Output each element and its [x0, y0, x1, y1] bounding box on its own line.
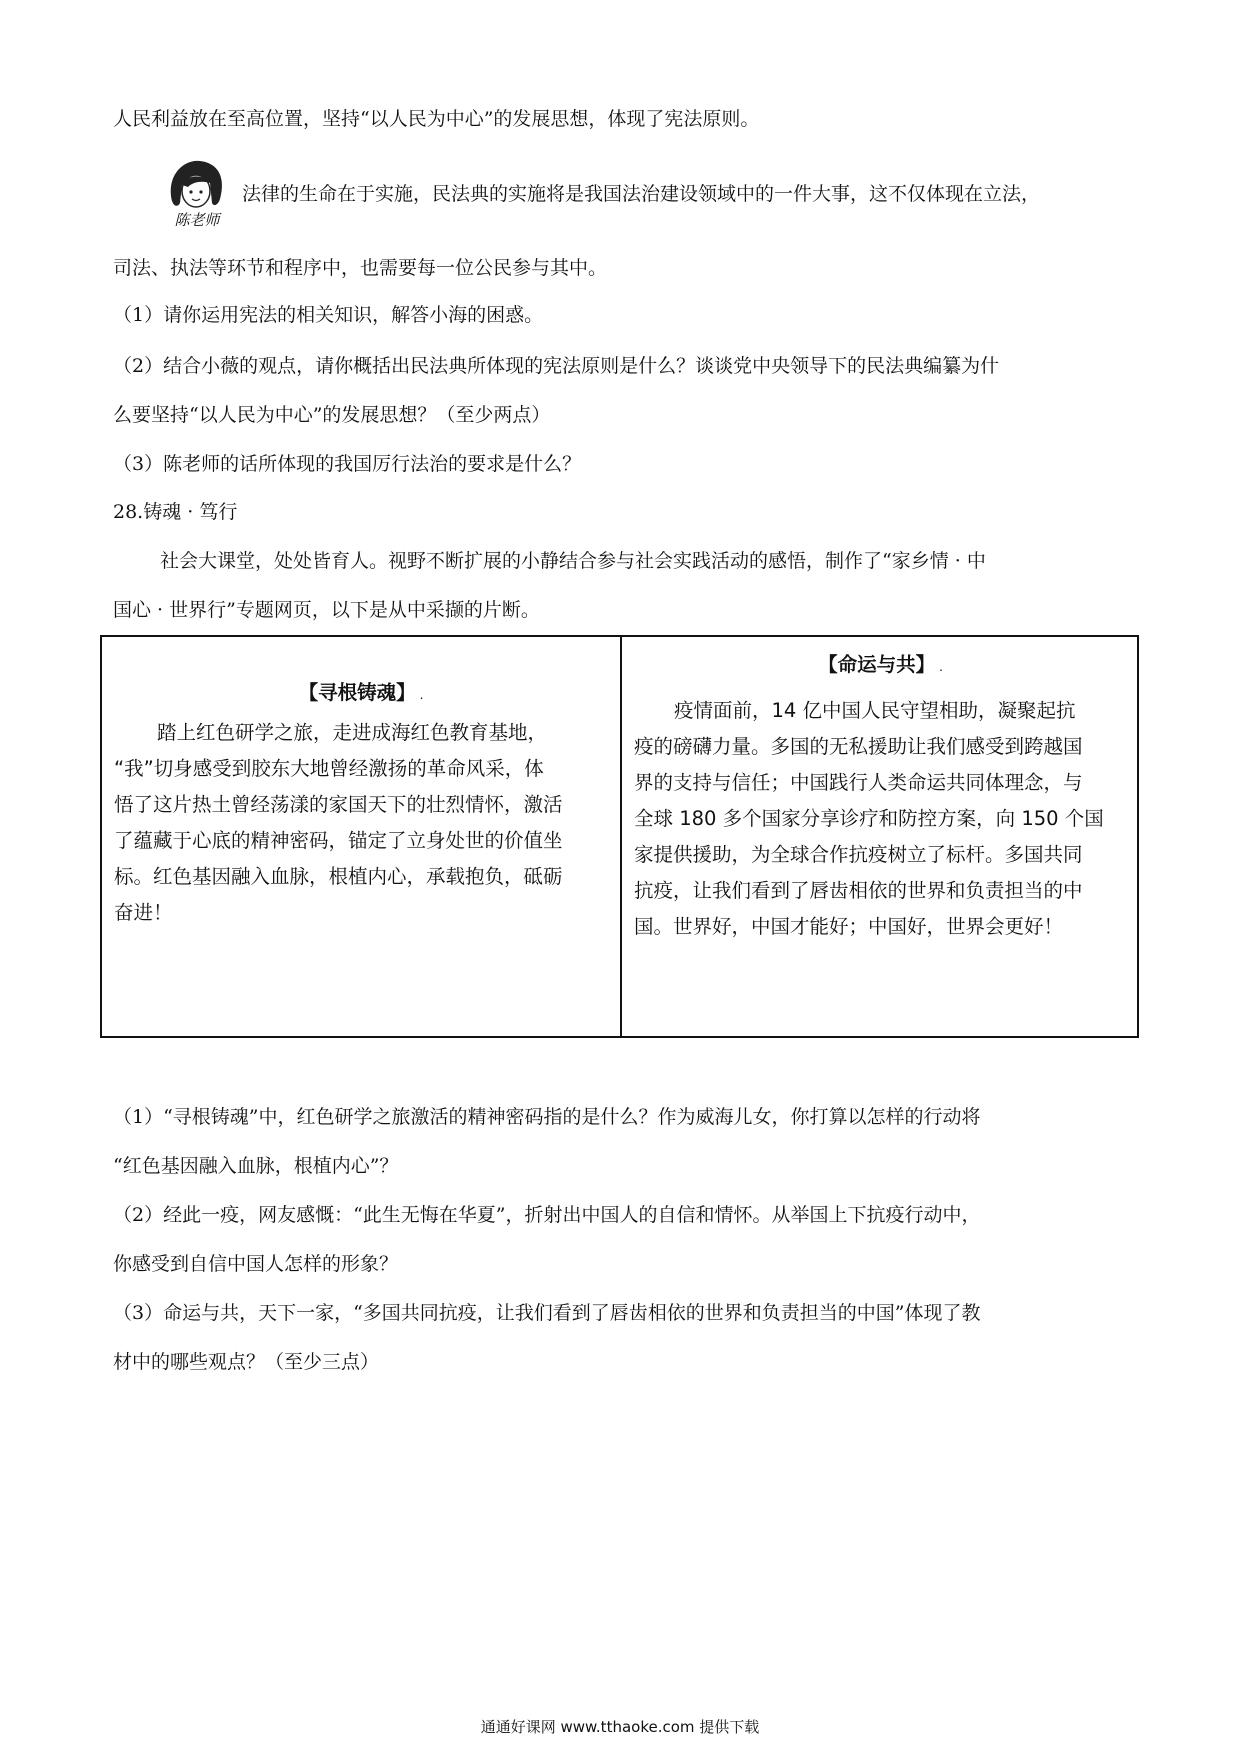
page-footer: 通通好课网 www.tthaoke.com 提供下载 [480, 1718, 760, 1736]
question-2: （2）经此一疫，网友感慨：“此生无悔在华夏”，折射出中国人的自信和情怀。从举国上下抗疫行动中， [113, 1204, 981, 1226]
cell-title-left: 【寻根铸魂】 . [298, 681, 424, 704]
question-1: （1）请你运用宪法的相关知识，解答小海的困惑。 [113, 304, 544, 326]
cell-line: 悟了这片热土曾经荡漾的家国天下的壮烈情怀，激活 [114, 793, 563, 816]
cell-line: 踏上红色研学之旅，走进成海红色教育基地， [157, 721, 548, 744]
question-2-continued: 你感受到自信中国人怎样的形象？ [113, 1253, 399, 1275]
question-3: （3）陈老师的话所体现的我国厉行法治的要求是什么？ [113, 453, 582, 475]
teacher-avatar-icon [158, 155, 234, 231]
cell-line: 国。世界好，中国才能好；中国好，世界会更好！ [634, 915, 1064, 938]
cell-line: 了蕴藏于心底的精神密码，锚定了立身处世的价值坐 [114, 829, 563, 852]
cell-line: 标。红色基因融入血脉，根植内心，承载抱负，砥砺 [114, 865, 563, 888]
question-2: （2）结合小薇的观点，请你概括出民法典所体现的宪法原则是什么？谈谈党中央领导下的民法典编纂为什 [113, 355, 1000, 377]
cell-line: 家提供援助，为全球合作抗疫树立了标杆。多国共同 [634, 843, 1083, 866]
teacher-speech: 法律的生命在于实施，民法典的实施将是我国法治建设领域中的一件大事，这不仅体现在立法， [242, 183, 1041, 205]
avatar-label: 陈老师 [174, 211, 220, 229]
cell-line: 抗疫，让我们看到了唇齿相依的世界和负责担当的中 [634, 879, 1083, 902]
intro-line: 国心 · 世界行”专题网页，以下是从中采撷的片断。 [113, 599, 540, 621]
cell-title-text: 【命运与共】 [818, 653, 936, 676]
question-3: （3）命运与共，天下一家，“多国共同抗疫，让我们看到了唇齿相依的世界和负责担当的中国”体现了教 [113, 1302, 981, 1324]
question-1-continued: “红色基因融入血脉，根植内心”？ [113, 1155, 399, 1177]
teacher-speech-continued: 司法、执法等环节和程序中，也需要每一位公民参与其中。 [113, 257, 608, 279]
intro-line: 社会大课堂，处处皆育人。视野不断扩展的小静结合参与社会实践活动的感悟，制作了“家乡情 · 中 [160, 550, 986, 572]
section-title: 28.铸魂 · 笃行 [113, 501, 238, 523]
table-cell-left [102, 637, 620, 1036]
cell-line: 界的支持与信任；中国践行人类命运共同体理念，与 [634, 771, 1083, 794]
cell-title-right: 【命运与共】 . [818, 653, 943, 676]
question-2-continued: 么要坚持“以人民为中心”的发展思想？（至少两点） [113, 404, 551, 426]
cell-title-text: 【寻根铸魂】 [298, 681, 416, 704]
question-1: （1）“寻根铸魂”中，红色研学之旅激活的精神密码指的是什么？作为威海儿女，你打算以怎样的行动将 [113, 1106, 981, 1128]
cell-line: 全球 180 多个国家分享诊疗和防控方案，向 150 个国 [634, 807, 1104, 830]
paragraph-line: 人民利益放在至高位置，坚持“以人民为中心”的发展思想，体现了宪法原则。 [113, 108, 760, 130]
cell-line: 疫的磅礴力量。多国的无私援助让我们感受到跨越国 [634, 735, 1083, 758]
content-table [100, 635, 1139, 1038]
cell-line: 奋进！ [114, 901, 173, 924]
cell-line: “我”切身感受到胶东大地曾经激扬的革命风采，体 [114, 757, 544, 780]
cell-line: 疫情面前，14 亿中国人民守望相助，凝聚起抗 [674, 699, 1076, 722]
question-3-continued: 材中的哪些观点？（至少三点） [113, 1351, 380, 1373]
table-cell-right [622, 637, 1139, 1036]
